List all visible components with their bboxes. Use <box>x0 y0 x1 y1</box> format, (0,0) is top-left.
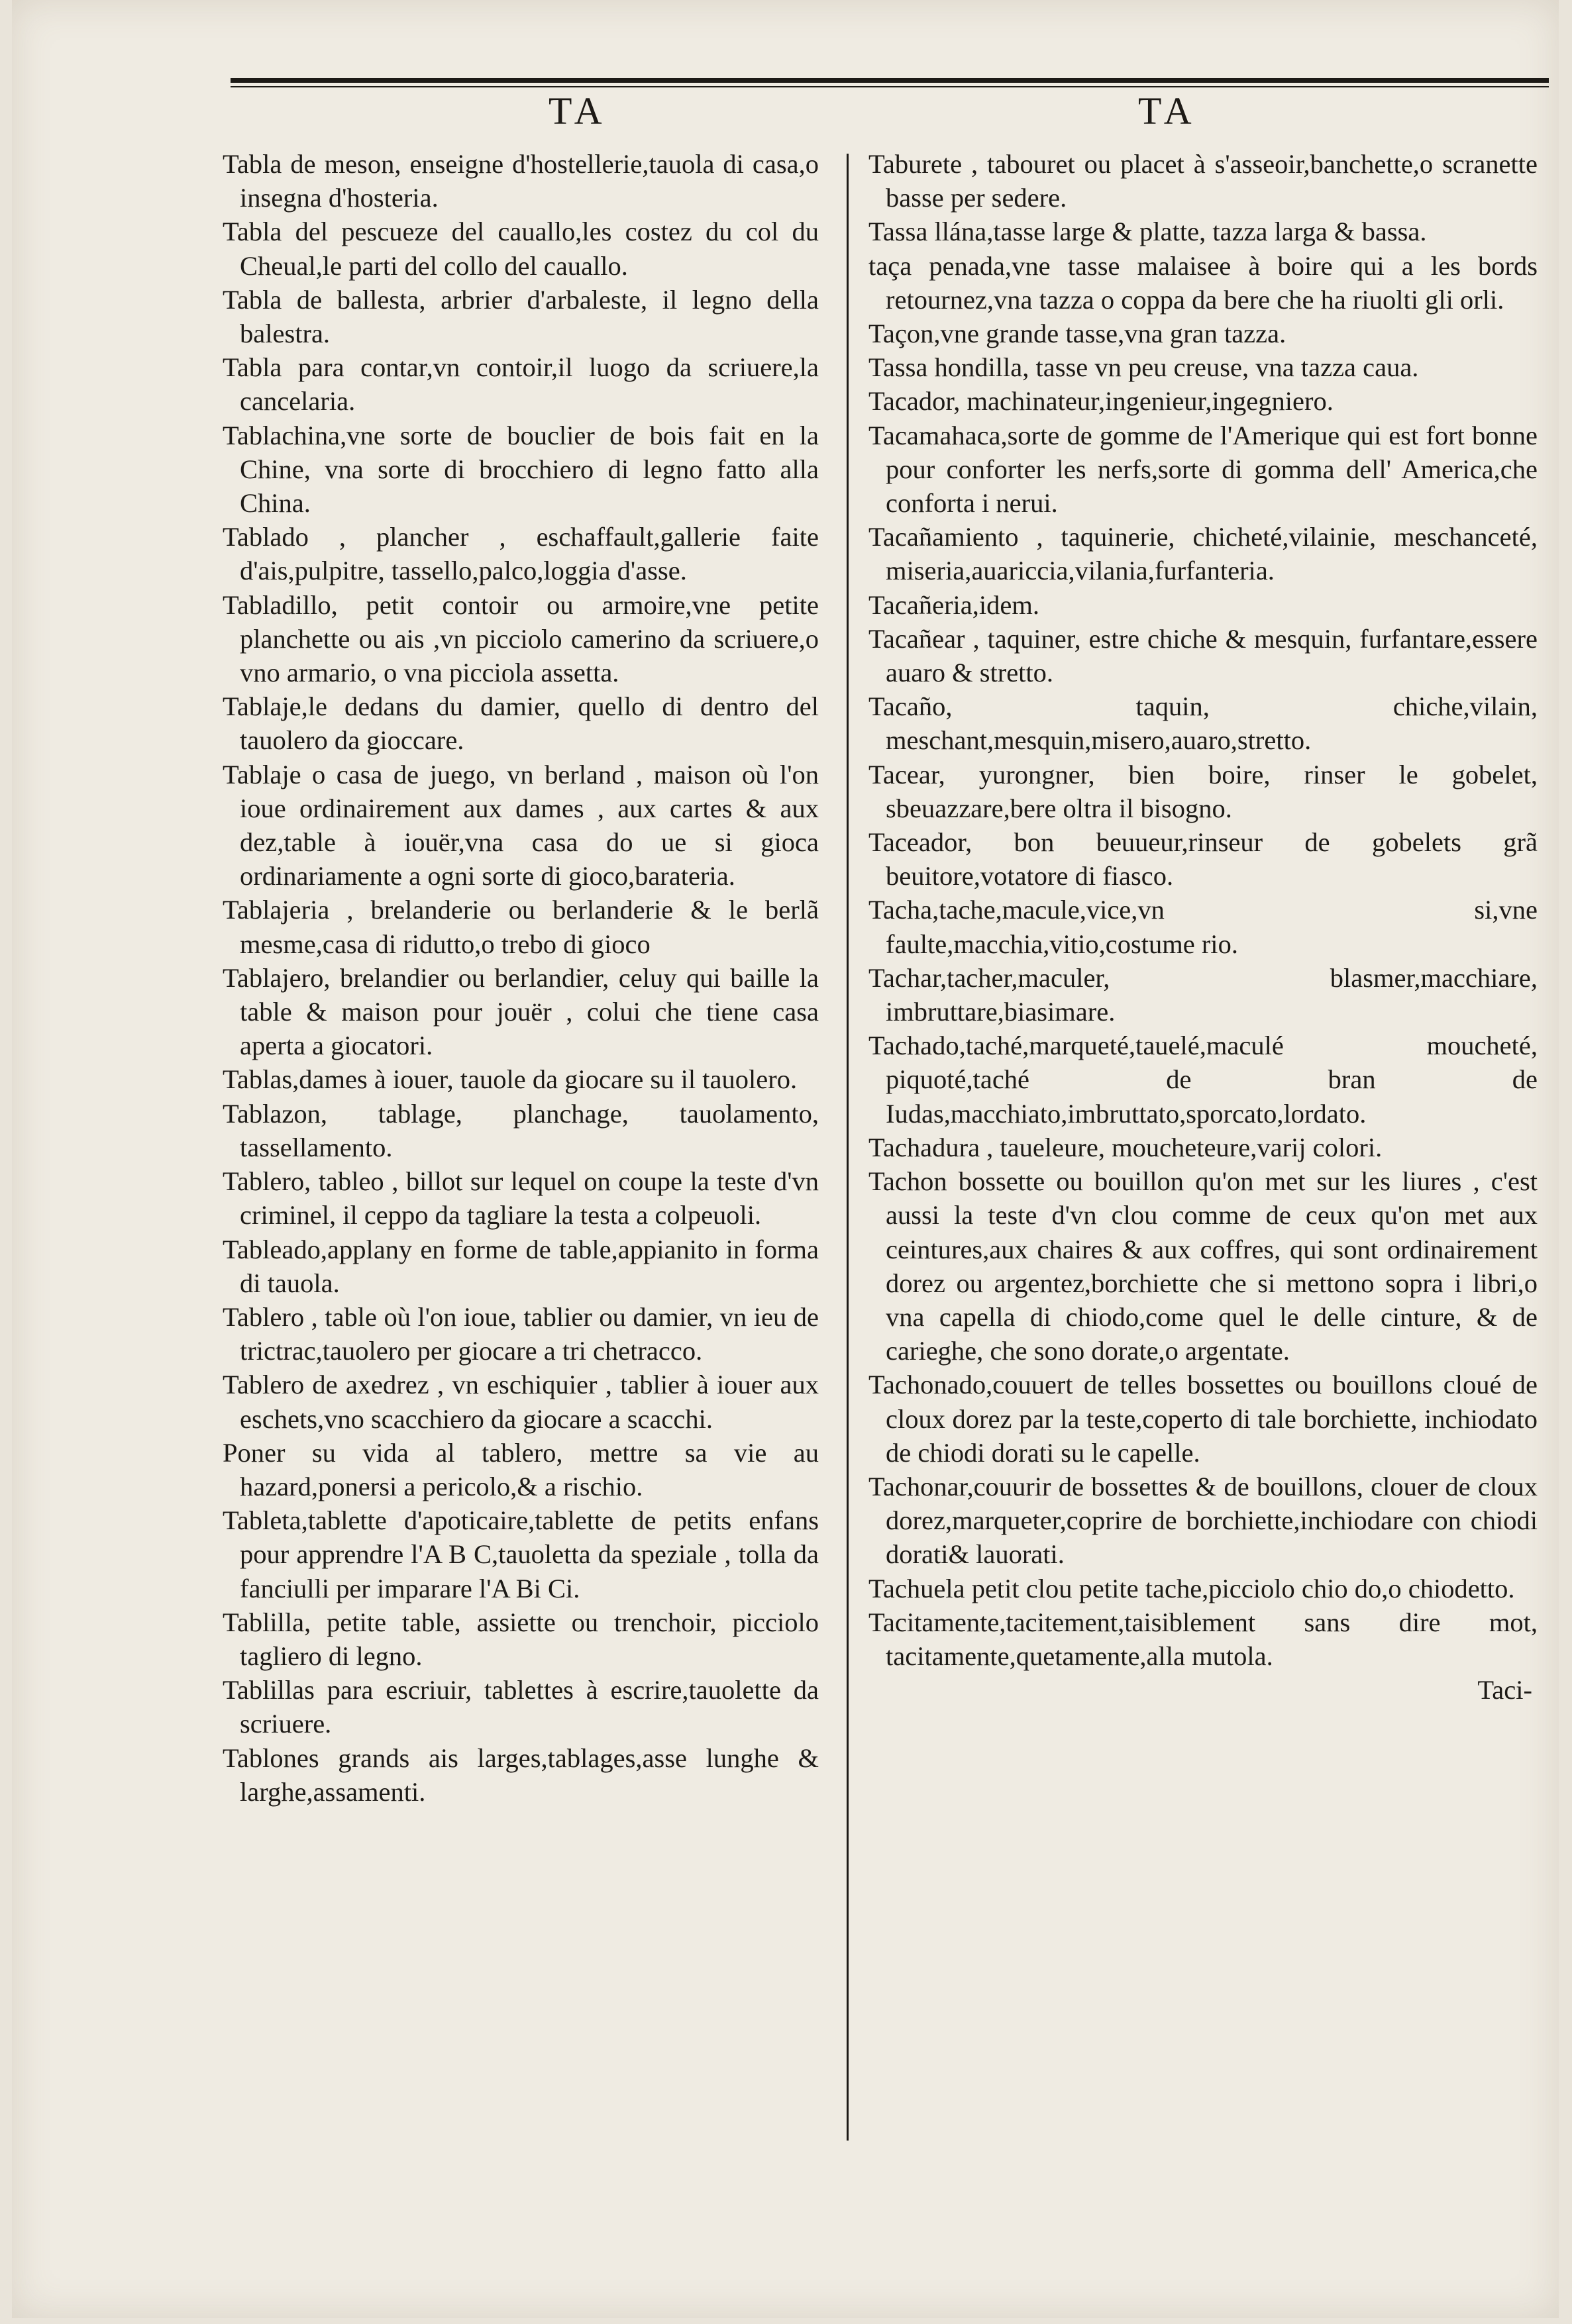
dictionary-entry: Tablajero, brelandier ou berlandier, celuy qui baille la table & maison pour jouër , colui che tiene casa aperta a giocatori. <box>223 962 819 1061</box>
dictionary-entry: Tassa hondilla, tasse vn peu creuse, vna tazza caua. <box>868 352 1419 383</box>
dictionary-entry: Taburete , tabouret ou placet à s'asseoir,banchette,o scranette basse per sedere. <box>868 149 1538 213</box>
column-divider <box>847 154 849 2141</box>
dictionary-entry: Tachon bossette ou bouillon qu'on met sur les liures , c'est aussi la teste d'vn clou comme de ceux qu'on met aux ceintures,aux chaires & aux coffres, qui sont ordinairement dorez ou argentez,borchiette che si mettono sopra i libri,o vna capella di chiodo,come quel le delle cinture, & de carieghe, che sono dorate,o argentate. <box>868 1166 1538 1366</box>
dictionary-entry: Tacaño, taquin, chiche,vilain, meschant,mesquin,misero,auaro,stretto. <box>868 691 1538 756</box>
dictionary-entry: Tablas,dames à iouer, tauole da giocare su il tauolero. <box>223 1064 798 1095</box>
dictionary-entry: Tachar,tacher,maculer, blasmer,macchiare, imbruttare,biasimare. <box>868 962 1538 1027</box>
dictionary-entry: Tacañear , taquiner, estre chiche & mesquin, furfantare,essere auaro & stretto. <box>868 623 1538 688</box>
dictionary-entry: Tacha,tache,macule,vice,vn si,vne faulte,macchia,vitio,costume rio. <box>868 895 1538 959</box>
dictionary-entry: Tacañamiento , taquinerie, chicheté,vilainie, meschanceté, miseria,auariccia,vilania,furfanteria. <box>868 522 1538 586</box>
dictionary-entry: Tablachina,vne sorte de bouclier de bois fait en la Chine, vna sorte di brocchiero di legno fatto alla China. <box>223 420 819 519</box>
dictionary-entry: Tablones grands ais larges,tablages,asse lunghe & larghe,assamenti. <box>223 1743 819 1807</box>
dictionary-entry: Tachado,taché,marqueté,tauelé,maculé moucheté, piquoté,taché de bran de Iudas,macchiato,imbruttato,sporcato,lordato. <box>868 1031 1538 1129</box>
dictionary-entry: Tableado,applany en forme de table,appianito in forma di tauola. <box>223 1234 819 1298</box>
dictionary-entry: Tacamahaca,sorte de gomme de l'Amerique qui est fort bonne pour conforter les nerfs,sorte di gomma dell' America,che conforta i nerui. <box>868 420 1538 519</box>
page-header <box>231 78 1549 138</box>
header-rule <box>231 78 1549 83</box>
header-rule-thin <box>231 86 1549 87</box>
running-head-left: TA <box>549 89 607 132</box>
dictionary-entry: Tassa llána,tasse large & platte, tazza larga & bassa. <box>868 217 1427 247</box>
dictionary-entry: Tablaje o casa de juego, vn berland , maison où l'on ioue ordinairement aux dames , aux cartes & aux dez,table à iouër,vna casa do ue si gioca ordinariamente a ogni sorte di gioco,barateria. <box>223 759 819 891</box>
dictionary-entry: Tablajeria , brelanderie ou berlanderie & le berlã mesme,casa di ridutto,o trebo di gioco <box>223 895 819 959</box>
dictionary-entry: Tabladillo, petit contoir ou armoire,vne petite planchette ou ais ,vn picciolo camerino da scriuere,o vno armario, o vna picciola assetta. <box>223 589 819 688</box>
dictionary-entry: Tablillas para escriuir, tablettes à escrire,tauolette da scriuere. <box>223 1675 819 1739</box>
dictionary-entry: Tablazon, tablage, planchage, tauolamento, tassellamento. <box>223 1098 819 1162</box>
dictionary-entry: Tacear, yurongner, bien boire, rinser le gobelet, sbeuazzare,bere oltra il bisogno. <box>868 759 1538 823</box>
dictionary-entry: Tachonado,couuert de telles bossettes ou bouillons cloué de cloux dorez par la teste,coperto di tale borchiette, inchiodato de chiodi dorati su le capelle. <box>868 1370 1538 1468</box>
text-columns <box>223 147 1554 2293</box>
dictionary-entry: Tabla para contar,vn contoir,il luogo da scriuere,la cancelaria. <box>223 352 819 417</box>
dictionary-entry: Tabla de ballesta, arbrier d'arbaleste, il legno della balestra. <box>223 284 819 349</box>
dictionary-entry: Tablero, tableo , billot sur lequel on coupe la teste d'vn criminel, il ceppo da tagliare la testa a colpeuoli. <box>223 1166 819 1231</box>
dictionary-entry: Tableta,tablette d'apoticaire,tablette de petits enfans pour apprendre l'A B C,tauoletta da speziale , tolla da fanciulli per imparare l'A Bi Ci. <box>223 1505 819 1603</box>
dictionary-entry: Tablero , table où l'on ioue, tablier ou damier, vn ieu de trictrac,tauolero per giocare a tri chetracco. <box>223 1301 819 1366</box>
dictionary-entry: taça penada,vne tasse malaisee à boire qui a les bords retournez,vna tazza o coppa da bere che ha riuolti gli orli. <box>868 250 1538 315</box>
dictionary-entry: Tachadura , taueleure, moucheteure,varij colori. <box>868 1132 1383 1162</box>
dictionary-entry: Tabla del pescueze del cauallo,les costez du col du Cheual,le parti del collo del cauallo. <box>223 217 819 281</box>
dictionary-entry: Taceador, bon beuueur,rinseur de gobelets grã beuitore,votatore di fiasco. <box>868 827 1538 891</box>
left-column <box>223 147 819 1809</box>
dictionary-entry: Tacañeria,idem. <box>868 589 1040 620</box>
right-column <box>868 147 1538 1707</box>
dictionary-entry: Tablero de axedrez , vn eschiquier , tablier à iouer aux eschets,vno scacchiero da giocare a scacchi. <box>223 1370 819 1434</box>
dictionary-entry: Tachuela petit clou petite tache,picciolo chio do,o chiodetto. <box>868 1573 1515 1603</box>
dictionary-entry: Tachonar,couurir de bossettes & de bouillons, clouer de cloux dorez,marqueter,coprire de borchiette,inchiodare con chiodi dorati& lauorati. <box>868 1471 1538 1570</box>
dictionary-entry: Tablado , plancher , eschaffault,gallerie faite d'ais,pulpitre, tassello,palco,loggia d'asse. <box>223 522 819 586</box>
dictionary-page <box>12 0 1559 2318</box>
dictionary-entry: Tabla de meson, enseigne d'hostellerie,tauola di casa,o insegna d'hosteria. <box>223 149 819 213</box>
dictionary-entry: Taçon,vne grande tasse,vna gran tazza. <box>868 319 1286 349</box>
dictionary-entry: Tacitamente,tacitement,taisiblement sans dire mot, tacitamente,quetamente,alla mutola. <box>868 1607 1538 1671</box>
dictionary-entry: Tablaje,le dedans du damier, quello di dentro del tauolero da gioccare. <box>223 691 819 756</box>
dictionary-entry: Poner su vida al tablero, mettre sa vie au hazard,ponersi a pericolo,& a rischio. <box>223 1437 819 1501</box>
dictionary-entry: Tablilla, petite table, assiette ou trenchoir, picciolo tagliero di legno. <box>223 1607 819 1671</box>
running-head-right: TA <box>1138 89 1197 132</box>
dictionary-entry: Tacador, machinateur,ingenieur,ingegniero. <box>868 386 1334 417</box>
catchword: Taci- <box>1477 1675 1532 1705</box>
